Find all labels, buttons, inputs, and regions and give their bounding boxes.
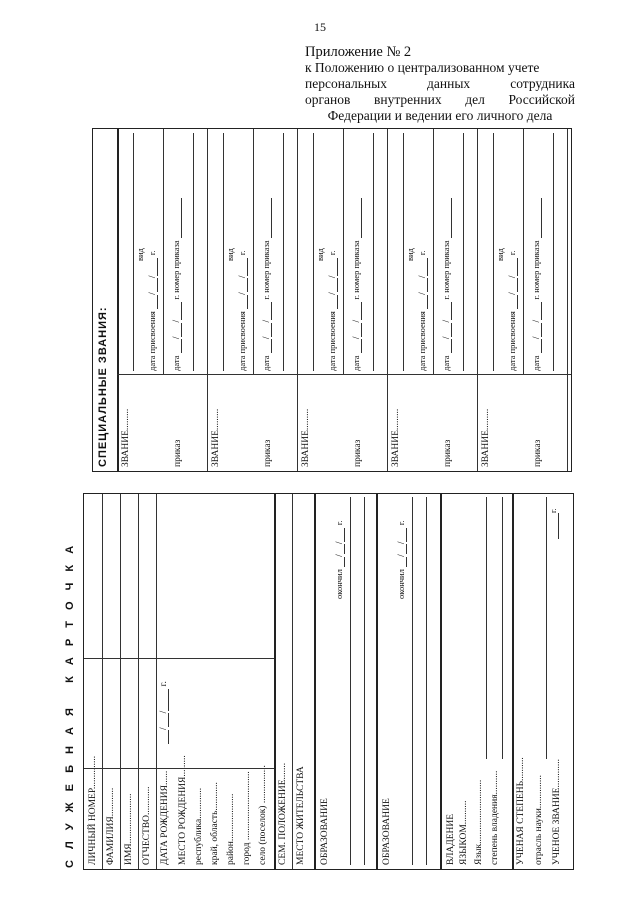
block-divider [297,129,298,471]
assign-date-row[interactable]: дата присвоения // г. [327,250,338,371]
village-label: село (поселок) ................ [258,765,268,865]
service-card-heading: С Л У Ж Е Б Н А Я К А Р Т О Ч К А [64,541,76,868]
appendix-line-4: Федерации и ведении его личного дела [327,108,553,123]
section-divider [376,494,378,869]
appendix-header [305,44,575,124]
order-label: приказ [353,439,363,467]
education-2-line[interactable] [426,497,427,865]
assign-date-row[interactable]: дата присвоения // г. [417,250,428,371]
language-name-label: Язык........................... [474,779,484,865]
divider [163,129,164,375]
birth-date-label: ДАТА РОЖДЕНИЯ...... [160,770,170,865]
special-ranks-content [93,129,571,471]
rank-type-label: вид [405,248,415,261]
divider [120,494,121,869]
service-card-heading-wrap [62,541,82,870]
assign-date-row[interactable]: дата присвоения // г. [237,250,248,371]
divider [292,494,293,869]
education-2-label: ОБРАЗОВАНИЕ [382,798,392,865]
graduated-2-label: окончил [396,569,406,599]
rank-type-label: вид [225,248,235,261]
block-divider [387,129,388,471]
education-1-line[interactable] [364,497,365,865]
order-label: приказ [263,439,273,467]
divider [343,129,344,375]
appendix-line-1: к Положению о централизованном учете [305,60,540,75]
page-number: 15 [314,20,326,34]
order-line[interactable] [463,133,464,371]
column-divider [117,374,571,375]
divider [253,129,254,375]
order-line[interactable] [553,133,554,371]
divider [433,129,434,375]
divider [102,494,103,869]
rank-label: ЗВАНИЕ......... [301,408,311,467]
column-divider [84,658,274,659]
personal-number-label: ЛИЧНЫЙ НОМЕР.............. [88,755,98,865]
appendix-line-3: органов внутренних дел Российской [305,92,575,107]
special-ranks-heading: СПЕЦИАЛЬНЫЕ ЗВАНИЯ: [97,306,109,467]
rank-line[interactable] [313,133,314,371]
residence-label: МЕСТО ЖИТЕЛЬСТВА [296,766,306,865]
section-divider [440,494,442,869]
order-date-row[interactable]: дата // г. номер приказа [171,198,182,371]
academic-title-year-mark: г. [548,508,559,539]
rank-label: ЗВАНИЕ......... [211,408,221,467]
order-date-row[interactable]: дата // г. номер приказа [261,198,272,371]
order-label: приказ [533,439,543,467]
rank-type-label: вид [135,248,145,261]
appendix-title: Приложение № 2 [305,44,412,60]
section-divider [314,494,316,869]
rank-line[interactable] [133,133,134,371]
rank-line[interactable] [493,133,494,371]
language-label-1: ВЛАДЕНИЕ [446,813,456,865]
order-line[interactable] [373,133,374,371]
graduated-1-label: окончил [334,569,344,599]
order-line[interactable] [193,133,194,371]
block-divider [567,129,568,471]
block-divider [477,129,478,471]
order-date-row[interactable]: дата // г. номер приказа [531,198,542,371]
divider [156,494,157,869]
order-label: приказ [443,439,453,467]
column-divider [84,768,274,769]
science-field-label: отрасль науки.............. [534,774,544,865]
special-ranks-box [92,128,572,472]
assign-date-row[interactable]: дата присвоения // г. [147,250,158,371]
order-line[interactable] [283,133,284,371]
graduated-1-year-mark: г. [334,520,344,526]
proficiency-line[interactable] [502,497,503,759]
republic-label: республика............. [194,787,204,865]
block-divider [207,129,208,471]
graduated-2-year-mark: г. [396,520,406,526]
section-divider [117,129,119,471]
family-status-label: СЕМ. ПОЛОЖЕНИЕ....... [278,762,288,865]
degree-label: УЧЕНАЯ СТЕПЕНЬ.......... [516,757,526,865]
order-label: приказ [173,439,183,467]
order-date-row[interactable]: дата // г. номер приказа [351,198,362,371]
rank-type-label: вид [315,248,325,261]
surname-label: ФАМИЛИЯ............ [106,787,116,865]
proficiency-label: степень владения.......... [490,770,500,865]
education-1-label: ОБРАЗОВАНИЕ [320,798,330,865]
service-card-box [83,493,574,870]
birth-year-mark: г. [159,681,169,687]
language-label-2: ЯЗЫКОМ.......... [459,800,469,865]
order-date-row[interactable]: дата // г. номер приказа [441,198,452,371]
appendix-line-2: персональных данных сотрудника [305,76,575,91]
section-divider [274,494,276,869]
region-label: край, область............ [210,782,220,865]
academic-title-label: УЧЕНОЕ ЗВАНИЕ............ [552,759,562,865]
rank-label: ЗВАНИЕ......... [121,408,131,467]
section-divider [512,494,514,869]
birth-place-label: МЕСТО РОЖДЕНИЯ......... [178,755,188,865]
rank-label: ЗВАНИЕ......... [391,408,401,467]
assign-date-row[interactable]: дата присвоения // г. [507,250,518,371]
district-label: район.................... [226,793,236,865]
rank-line[interactable] [403,133,404,371]
name-label: ИМЯ..................... [124,793,134,865]
birth-date-field[interactable]: // г. [158,681,169,744]
education-2-graduated[interactable]: окончил // г. [396,520,407,599]
education-1-line[interactable] [350,497,351,865]
rank-label: ЗВАНИЕ......... [481,408,491,467]
education-2-line[interactable] [412,497,413,865]
divider [523,129,524,375]
science-field-line[interactable] [546,497,547,759]
service-card-content [84,494,573,869]
city-label: город ............................. [242,771,252,865]
rank-type-label: вид [495,248,505,261]
patronymic-label: ОТЧЕСТВО............ [142,786,152,865]
rank-line[interactable] [223,133,224,371]
divider [138,494,139,869]
education-1-graduated[interactable]: окончил // г. [334,520,345,599]
language-name-line[interactable] [486,497,487,759]
